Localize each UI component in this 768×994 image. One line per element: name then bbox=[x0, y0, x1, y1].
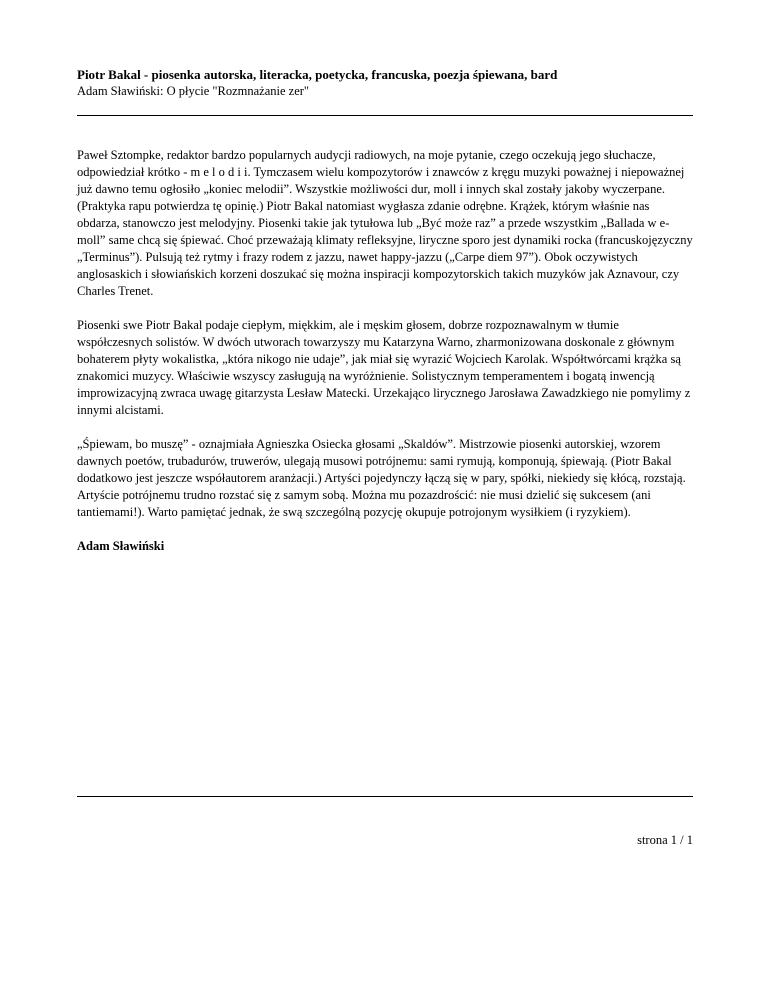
page-footer bbox=[0, 832, 693, 848]
page-header bbox=[77, 66, 697, 99]
article-subtitle: Adam Sławiński: O płycie "Rozmnażanie zer" bbox=[77, 84, 310, 98]
page-number: strona 1 / 1 bbox=[637, 833, 693, 847]
footer-divider bbox=[77, 796, 693, 797]
article-body bbox=[77, 147, 693, 572]
site-title: Piotr Bakal - piosenka autorska, literacka, poetycka, francuska, poezja śpiewana, bard bbox=[77, 67, 558, 82]
article-paragraph-3: „Śpiewam, bo muszę” - oznajmiała Agnieszka Osiecka głosami „Skaldów”. Mistrzowie piosenki autorskiej, wzorem dawnych poetów, trubadurów, truwerów, ulegają musowi potrójnemu: sami rymują, komponują, śpiewają. (Piotr Bakal dodatkowo jest jeszcze współautorem aranżacji.) Artyści pojedynczy łączą się w pary, spółki, niekiedy się kłócą, rozstają. Artyście potrójnemu trudno rozstać się z samym sobą. Można mu pozazdrościć: nie musi dzielić się sukcesem (ani tantiemami!). Warto pamiętać jednak, że swą szczególną pozycję okupuje potrojonym wysiłkiem (i ryzykiem). bbox=[77, 437, 686, 519]
author-signature: Adam Sławiński bbox=[77, 539, 165, 553]
article-paragraph-1: Paweł Sztompke, redaktor bardzo popularnych audycji radiowych, na moje pytanie, czego oczekują jego słuchacze, odpowiedział krótko - m e l o d i i. Tymczasem wielu kompozytorów i znawców z kręgu muzyki poważnej i niepoważnej już dawno temu ogłosiło „koniec melodii”. Wszystkie możliwości dur, moll i innych skal zostały jakoby wyczerpane. (Praktyka rapu potwierdza tę opinię.) Piotr Bakal natomiast wygłasza zdanie odrębne. Krążek, którym właśnie nas obdarza, stanowczo jest melodyjny. Piosenki takie jak tytułowa lub „Być może raz” a przede wszystkim „Ballada w e-moll” same chcą się śpiewać. Choć przeważają klimaty refleksyjne, liryczne sporo jest dynamiki rocka (francuskojęzyczny „Terminus”). Pulsują też rytmy i frazy rodem z jazzu, nawet happy-jazzu („Carpe diem 97”). Obok oczywistych anglosaskich i słowiańskich korzeni doszukać się można inspiracji kompozytorskich takich muzyków jak Aznavour, czy Charles Trenet. bbox=[77, 148, 693, 298]
header-divider bbox=[77, 115, 693, 116]
article-paragraph-2: Piosenki swe Piotr Bakal podaje ciepłym, miękkim, ale i męskim głosem, dobrze rozpoznawalnym w tłumie współczesnych solistów. W dwóch utworach towarzyszy mu Katarzyna Warno, zharmonizowana doskonale z głównym bohaterem płyty wokalistka, „która nikogo nie udaje”, jak miał się wyrazić Wojciech Karolak. Współtwórcami krążka są znakomici muzycy. Właściwie wszyscy zasługują na wyróżnienie. Solistycznym temperamentem i bogatą inwencją improwizacyjną zwraca uwagę gitarzysta Lesław Matecki. Urzekająco lirycznego Jarosława Zawadzkiego nie pomylimy z innymi alcistami. bbox=[77, 318, 691, 417]
